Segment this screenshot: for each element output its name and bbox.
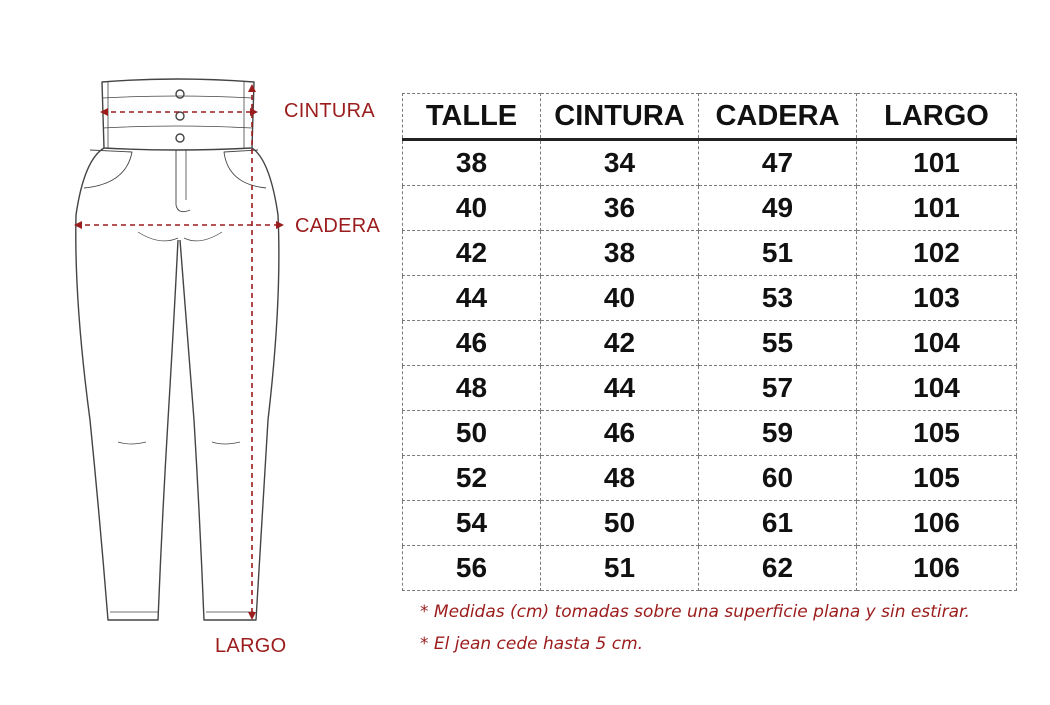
table-row (403, 501, 1017, 546)
table-cell: 51 (541, 546, 699, 591)
table-cell: 38 (541, 231, 699, 276)
table-row (403, 276, 1017, 321)
table-cell: 104 (857, 321, 1017, 366)
header-cintura: CINTURA (541, 94, 699, 140)
table-cell: 48 (541, 456, 699, 501)
table-row (403, 140, 1017, 186)
table-header-row (403, 94, 1017, 140)
hip-label: CADERA (295, 215, 381, 237)
table-cell: 59 (699, 411, 857, 456)
table-row (403, 411, 1017, 456)
table-cell: 55 (699, 321, 857, 366)
table-cell: 106 (857, 501, 1017, 546)
table-cell: 38 (403, 140, 541, 186)
table-cell: 52 (403, 456, 541, 501)
table-cell: 49 (699, 186, 857, 231)
table-row (403, 546, 1017, 591)
table-cell: 50 (403, 411, 541, 456)
table-cell: 36 (541, 186, 699, 231)
table-cell: 61 (699, 501, 857, 546)
table-cell: 104 (857, 366, 1017, 411)
table-row (403, 231, 1017, 276)
table-cell: 46 (541, 411, 699, 456)
table-cell: 57 (699, 366, 857, 411)
table-cell: 40 (541, 276, 699, 321)
table-cell: 42 (541, 321, 699, 366)
length-label: LARGO (215, 635, 287, 657)
table-cell: 46 (403, 321, 541, 366)
table-cell: 34 (541, 140, 699, 186)
table-row (403, 186, 1017, 231)
waist-label: CINTURA (284, 100, 375, 122)
table-row (403, 366, 1017, 411)
table-cell: 60 (699, 456, 857, 501)
table-cell: 62 (699, 546, 857, 591)
table-cell: 44 (403, 276, 541, 321)
table-cell: 103 (857, 276, 1017, 321)
table-cell: 40 (403, 186, 541, 231)
table-cell: 54 (403, 501, 541, 546)
table-cell: 105 (857, 456, 1017, 501)
table-cell: 102 (857, 231, 1017, 276)
header-cadera: CADERA (699, 94, 857, 140)
table-cell: 47 (699, 140, 857, 186)
note-measurements: * Medidas (cm) tomadas sobre una superficie plana y sin estirar. (420, 602, 970, 622)
table-cell: 48 (403, 366, 541, 411)
header-largo: LARGO (857, 94, 1017, 140)
measurement-arrows (76, 86, 282, 618)
table-cell: 106 (857, 546, 1017, 591)
table-cell: 44 (541, 366, 699, 411)
table-cell: 50 (541, 501, 699, 546)
header-talle: TALLE (403, 94, 541, 140)
jeans-outline (76, 79, 279, 620)
table-cell: 101 (857, 140, 1017, 186)
table-body (403, 140, 1017, 591)
table-row (403, 321, 1017, 366)
table-cell: 51 (699, 231, 857, 276)
table-cell: 56 (403, 546, 541, 591)
size-table (402, 93, 1017, 591)
table-cell: 101 (857, 186, 1017, 231)
table-cell: 42 (403, 231, 541, 276)
table-row (403, 456, 1017, 501)
note-stretch: * El jean cede hasta 5 cm. (420, 634, 644, 654)
table-cell: 105 (857, 411, 1017, 456)
table-cell: 53 (699, 276, 857, 321)
